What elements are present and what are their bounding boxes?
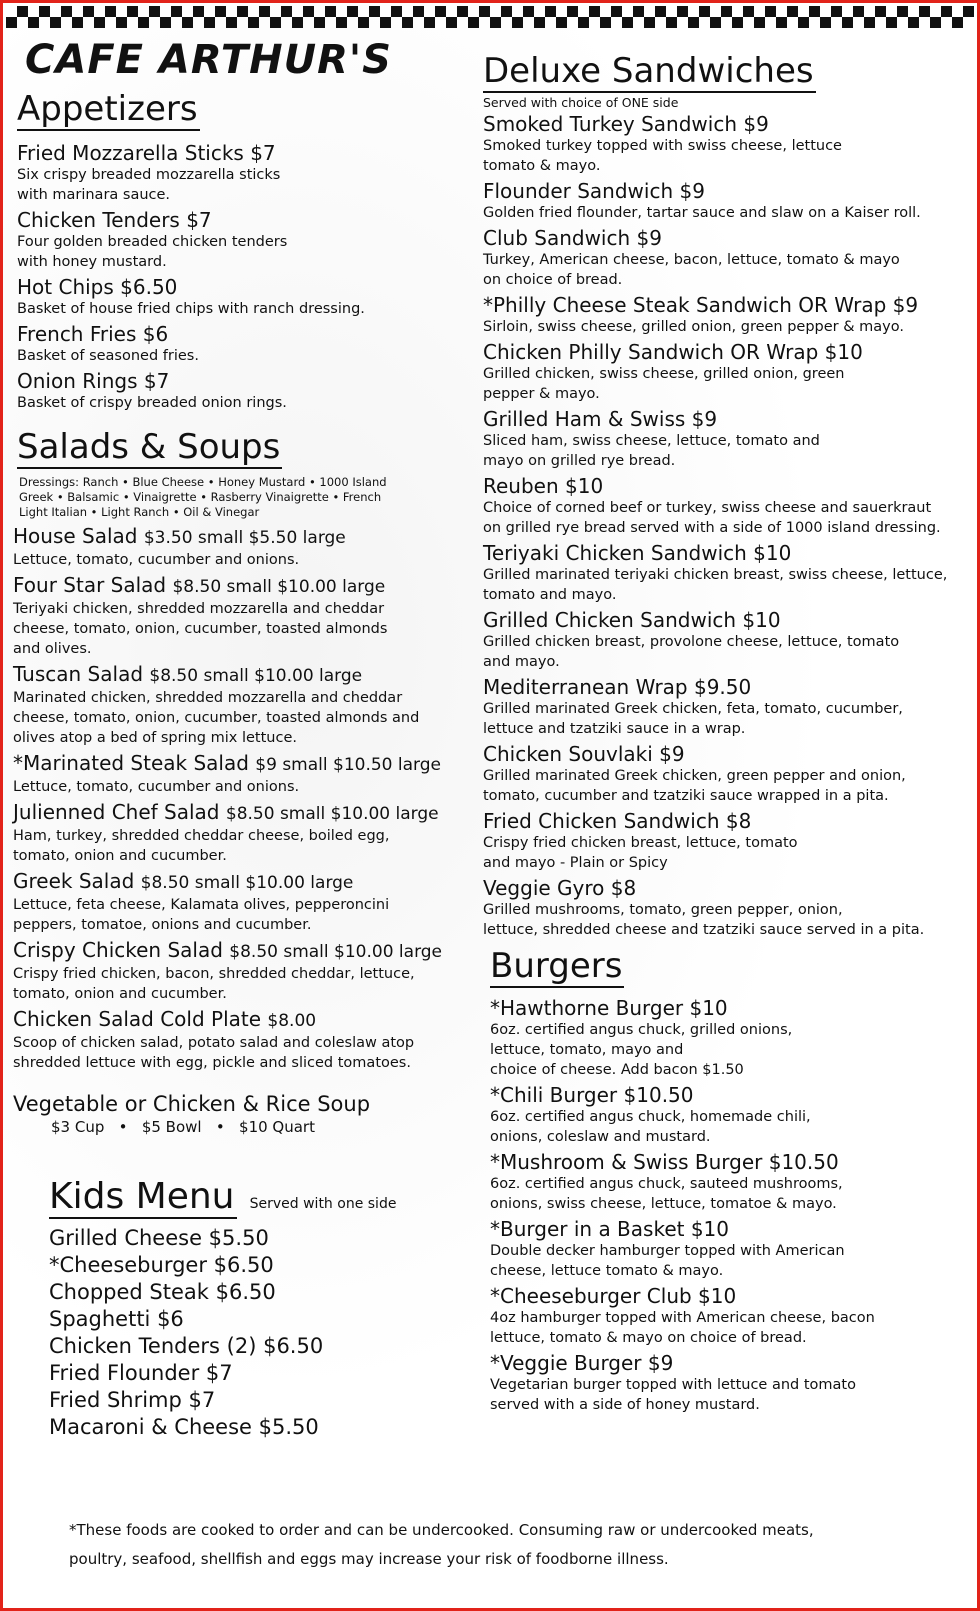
item-name <box>483 608 963 632</box>
item-description: Basket of crispy breaded onion rings. <box>17 395 287 411</box>
item-title: *Mushroom & Swiss Burger $10.50 <box>490 1150 839 1174</box>
kids-menu-item: Grilled Cheese $5.50 <box>49 1226 269 1250</box>
item-title: Tuscan Salad <box>13 662 144 686</box>
item-description: Crispy fried chicken, bacon, shredded cheddar, lettuce, tomato, onion and cucumber. <box>13 966 415 1002</box>
item-description: Grilled marinated Greek chicken, green pepper and onion, tomato, cucumber and tzatziki sauce wrapped in a pita. <box>483 768 906 804</box>
menu-item <box>13 1007 477 1073</box>
item-description: Ham, turkey, shredded cheddar cheese, boiled egg, tomato, onion and cucumber. <box>13 828 390 864</box>
item-description: Teriyaki chicken, shredded mozzarella and cheddar cheese, tomato, onion, cucumber, toasted almonds and olives. <box>13 601 388 657</box>
soup-block <box>13 1091 477 1137</box>
kids-menu-item: Chopped Steak $6.50 <box>49 1280 276 1304</box>
item-description: Grilled chicken, swiss cheese, grilled onion, green pepper & mayo. <box>483 366 845 402</box>
item-name <box>17 369 477 393</box>
item-name <box>13 751 477 777</box>
kids-subtitle: Served with one side <box>249 1195 397 1212</box>
item-description: Sirloin, swiss cheese, grilled onion, green pepper & mayo. <box>483 319 904 335</box>
item-name <box>483 541 963 565</box>
menu-item <box>490 1217 963 1281</box>
menu-item <box>490 1351 963 1415</box>
item-description: Grilled marinated teriyaki chicken breast, swiss cheese, lettuce, tomato and mayo. <box>483 567 948 603</box>
item-name <box>13 662 477 688</box>
item-name <box>17 322 477 346</box>
appetizers-section <box>17 89 477 413</box>
menu-item <box>483 474 963 538</box>
item-price: $8.50 small $10.00 large <box>225 804 439 824</box>
item-title: Julienned Chef Salad <box>13 800 220 824</box>
menu-item <box>483 293 963 337</box>
item-title: Chicken Souvlaki $9 <box>483 742 685 766</box>
item-description: Smoked turkey topped with swiss cheese, lettuce tomato & mayo. <box>483 138 842 174</box>
menu-item <box>490 1284 963 1348</box>
menu-item <box>483 541 963 605</box>
item-description: Lettuce, feta cheese, Kalamata olives, pepperoncini peppers, tomatoe, onions and cucumber. <box>13 897 390 933</box>
item-title: Teriyaki Chicken Sandwich $10 <box>483 541 792 565</box>
menu-item <box>13 751 477 797</box>
menu-item <box>483 675 963 739</box>
item-name <box>490 1083 963 1107</box>
item-name <box>17 208 477 232</box>
item-description: Scoop of chicken salad, potato salad and coleslaw atop shredded lettuce with egg, pickle and sliced tomatoes. <box>13 1035 415 1071</box>
item-title: *Chili Burger $10.50 <box>490 1083 694 1107</box>
item-description: Basket of house fried chips with ranch dressing. <box>17 301 365 317</box>
sandwiches-subtitle: Served with choice of ONE side <box>483 95 679 110</box>
item-title: Reuben $10 <box>483 474 604 498</box>
kids-title: Kids Menu <box>49 1176 235 1217</box>
item-title: Four Star Salad <box>13 573 167 597</box>
item-title: Mediterranean Wrap $9.50 <box>483 675 752 699</box>
soup-prices: $3 Cup • $5 Bowl • $10 Quart <box>51 1118 315 1136</box>
item-description: Vegetarian burger topped with lettuce and tomato served with a side of honey mustard. <box>490 1377 856 1413</box>
item-description: Turkey, American cheese, bacon, lettuce, tomato & mayo on choice of bread. <box>483 252 900 288</box>
item-description: 6oz. certified angus chuck, sauteed mushrooms, onions, swiss cheese, lettuce, tomatoe & mayo. <box>490 1176 843 1212</box>
menu-item <box>13 573 477 659</box>
item-name <box>490 1284 963 1308</box>
menu-item <box>483 742 963 806</box>
item-title: Veggie Gyro $8 <box>483 876 637 900</box>
item-title: Flounder Sandwich $9 <box>483 179 705 203</box>
burger-list <box>490 996 963 1415</box>
item-description: Grilled mushrooms, tomato, green pepper, onion, lettuce, shredded cheese and tzatziki sauce served in a pita. <box>483 902 925 938</box>
item-name <box>13 869 477 895</box>
item-name <box>483 112 963 136</box>
soup-name: Vegetable or Chicken & Rice Soup <box>13 1092 371 1116</box>
item-title: Greek Salad <box>13 869 135 893</box>
item-title: Grilled Chicken Sandwich $10 <box>483 608 781 632</box>
item-name <box>483 675 963 699</box>
item-description: Basket of seasoned fries. <box>17 348 199 364</box>
item-title: *Philly Cheese Steak Sandwich OR Wrap $9 <box>483 293 919 317</box>
food-safety-note: *These foods are cooked to order and can be undercooked. Consuming raw or undercooked meats, poultry, seafood, shellfish and eggs may increase your risk of foodborne illness. <box>69 1521 814 1568</box>
item-name <box>483 407 963 431</box>
kids-menu-item: Macaroni & Cheese $5.50 <box>49 1415 319 1439</box>
item-price: $8.00 <box>267 1011 317 1031</box>
menu-item <box>13 662 477 748</box>
item-name <box>13 524 477 550</box>
menu-item <box>17 369 477 413</box>
item-name <box>490 1150 963 1174</box>
item-price: $8.50 small $10.00 large <box>149 666 363 686</box>
item-description: Crispy fried chicken breast, lettuce, tomato and mayo - Plain or Spicy <box>483 835 798 871</box>
kids-menu-item: Fried Shrimp $7 <box>49 1388 216 1412</box>
item-name <box>13 938 477 964</box>
item-title: Chicken Salad Cold Plate <box>13 1007 262 1031</box>
menu-item <box>13 800 477 866</box>
item-name <box>483 293 963 317</box>
item-description: Marinated chicken, shredded mozzarella and cheddar cheese, tomato, onion, cucumber, toasted almonds and olives atop a bed of spring mix lettuce. <box>13 690 420 746</box>
kids-menu-item: *Cheeseburger $6.50 <box>49 1253 274 1277</box>
item-name <box>13 800 477 826</box>
salads-title: Salads & Soups <box>17 427 281 467</box>
item-title: Chicken Tenders $7 <box>17 208 212 232</box>
menu-item <box>490 1150 963 1214</box>
item-title: *Veggie Burger $9 <box>490 1351 674 1375</box>
menu-item <box>17 141 477 205</box>
menu-item <box>13 938 477 1004</box>
menu-item <box>483 340 963 404</box>
item-description: 6oz. certified angus chuck, homemade chili, onions, coleslaw and mustard. <box>490 1109 811 1145</box>
item-title: *Hawthorne Burger $10 <box>490 996 728 1020</box>
item-title: Onion Rings $7 <box>17 369 170 393</box>
item-name <box>483 809 963 833</box>
menu-item <box>483 809 963 873</box>
menu-item <box>483 226 963 290</box>
item-price: $8.50 small $10.00 large <box>229 942 443 962</box>
item-title: Smoked Turkey Sandwich $9 <box>483 112 769 136</box>
item-title: Hot Chips $6.50 <box>17 275 178 299</box>
item-title: *Burger in a Basket $10 <box>490 1217 729 1241</box>
kids-menu-item: Chicken Tenders (2) $6.50 <box>49 1334 324 1358</box>
burgers-title: Burgers <box>490 946 623 986</box>
menu-item <box>483 112 963 176</box>
item-description: Grilled chicken breast, provolone cheese, lettuce, tomato and mayo. <box>483 634 900 670</box>
item-description: Lettuce, tomato, cucumber and onions. <box>13 552 300 568</box>
menu-item <box>483 608 963 672</box>
item-name <box>17 141 477 165</box>
item-title: Crispy Chicken Salad <box>13 938 223 962</box>
item-description: Choice of corned beef or turkey, swiss cheese and sauerkraut on grilled rye bread served with a side of 1000 island dressing. <box>483 500 941 536</box>
item-description: 4oz hamburger topped with American cheese, bacon lettuce, tomato & mayo on choice of bread. <box>490 1310 875 1346</box>
menu-item <box>483 407 963 471</box>
item-description: Six crispy breaded mozzarella sticks with marinara sauce. <box>17 167 281 203</box>
menu-item <box>490 1083 963 1147</box>
right-column <box>483 31 963 1418</box>
menu-item <box>490 996 963 1080</box>
item-name <box>483 340 963 364</box>
appetizer-list <box>17 141 477 413</box>
appetizers-title: Appetizers <box>17 89 198 129</box>
item-name <box>490 1351 963 1375</box>
item-name <box>483 179 963 203</box>
menu-item <box>17 322 477 366</box>
salad-list <box>13 524 477 1073</box>
menu-item <box>13 869 477 935</box>
kids-section <box>17 1177 477 1441</box>
item-description: Double decker hamburger topped with American cheese, lettuce tomato & mayo. <box>490 1243 845 1279</box>
item-title: Fried Mozzarella Sticks $7 <box>17 141 276 165</box>
item-title: Grilled Ham & Swiss $9 <box>483 407 718 431</box>
item-name <box>13 573 477 599</box>
item-name <box>483 226 963 250</box>
item-price: $9 small $10.50 large <box>255 755 441 775</box>
item-name <box>17 275 477 299</box>
restaurant-name: CAFE ARTHUR'S <box>25 37 392 83</box>
kids-list <box>17 1225 477 1441</box>
item-price: $3.50 small $5.50 large <box>143 528 346 548</box>
item-description: Four golden breaded chicken tenders with honey mustard. <box>17 234 288 270</box>
sandwich-list <box>483 112 963 940</box>
item-title: Chicken Philly Sandwich OR Wrap $10 <box>483 340 863 364</box>
burgers-section <box>490 946 963 1415</box>
menu-item <box>17 275 477 319</box>
salads-section <box>13 427 477 1137</box>
item-name <box>13 1007 477 1033</box>
item-title: House Salad <box>13 524 138 548</box>
item-description: Grilled marinated Greek chicken, feta, tomato, cucumber, lettuce and tzatziki sauce in a wrap. <box>483 701 903 737</box>
menu-item <box>17 208 477 272</box>
item-description: 6oz. certified angus chuck, grilled onions, lettuce, tomato, mayo and choice of cheese. Add bacon $1.50 <box>490 1022 793 1078</box>
item-title: Club Sandwich $9 <box>483 226 662 250</box>
item-description: Sliced ham, swiss cheese, lettuce, tomato and mayo on grilled rye bread. <box>483 433 820 469</box>
kids-menu-item: Spaghetti $6 <box>49 1307 184 1331</box>
item-price: $8.50 small $10.00 large <box>172 577 386 597</box>
item-title: French Fries $6 <box>17 322 169 346</box>
kids-menu-item: Fried Flounder $7 <box>49 1361 233 1385</box>
checkered-border <box>6 6 974 28</box>
sandwiches-section <box>483 51 963 940</box>
item-name <box>483 876 963 900</box>
item-title: *Marinated Steak Salad <box>13 751 249 775</box>
menu-item <box>13 524 477 570</box>
item-name <box>490 996 963 1020</box>
item-description: Golden fried flounder, tartar sauce and slaw on a Kaiser roll. <box>483 205 921 221</box>
item-title: Fried Chicken Sandwich $8 <box>483 809 752 833</box>
menu-item <box>483 179 963 223</box>
item-name <box>483 474 963 498</box>
sandwiches-title: Deluxe Sandwiches <box>483 51 814 91</box>
item-name <box>483 742 963 766</box>
item-description: Lettuce, tomato, cucumber and onions. <box>13 779 300 795</box>
item-price: $8.50 small $10.00 large <box>140 873 354 893</box>
item-title: *Cheeseburger Club $10 <box>490 1284 737 1308</box>
menu-item <box>483 876 963 940</box>
dressings-list: Dressings: Ranch • Blue Cheese • Honey Mustard • 1000 Island Greek • Balsamic • Vinaigrette • Rasberry Vinaigrette • French Light Italian • Light Ranch • Oil & Vinegar <box>19 475 387 519</box>
left-column <box>13 31 477 1441</box>
item-name <box>490 1217 963 1241</box>
